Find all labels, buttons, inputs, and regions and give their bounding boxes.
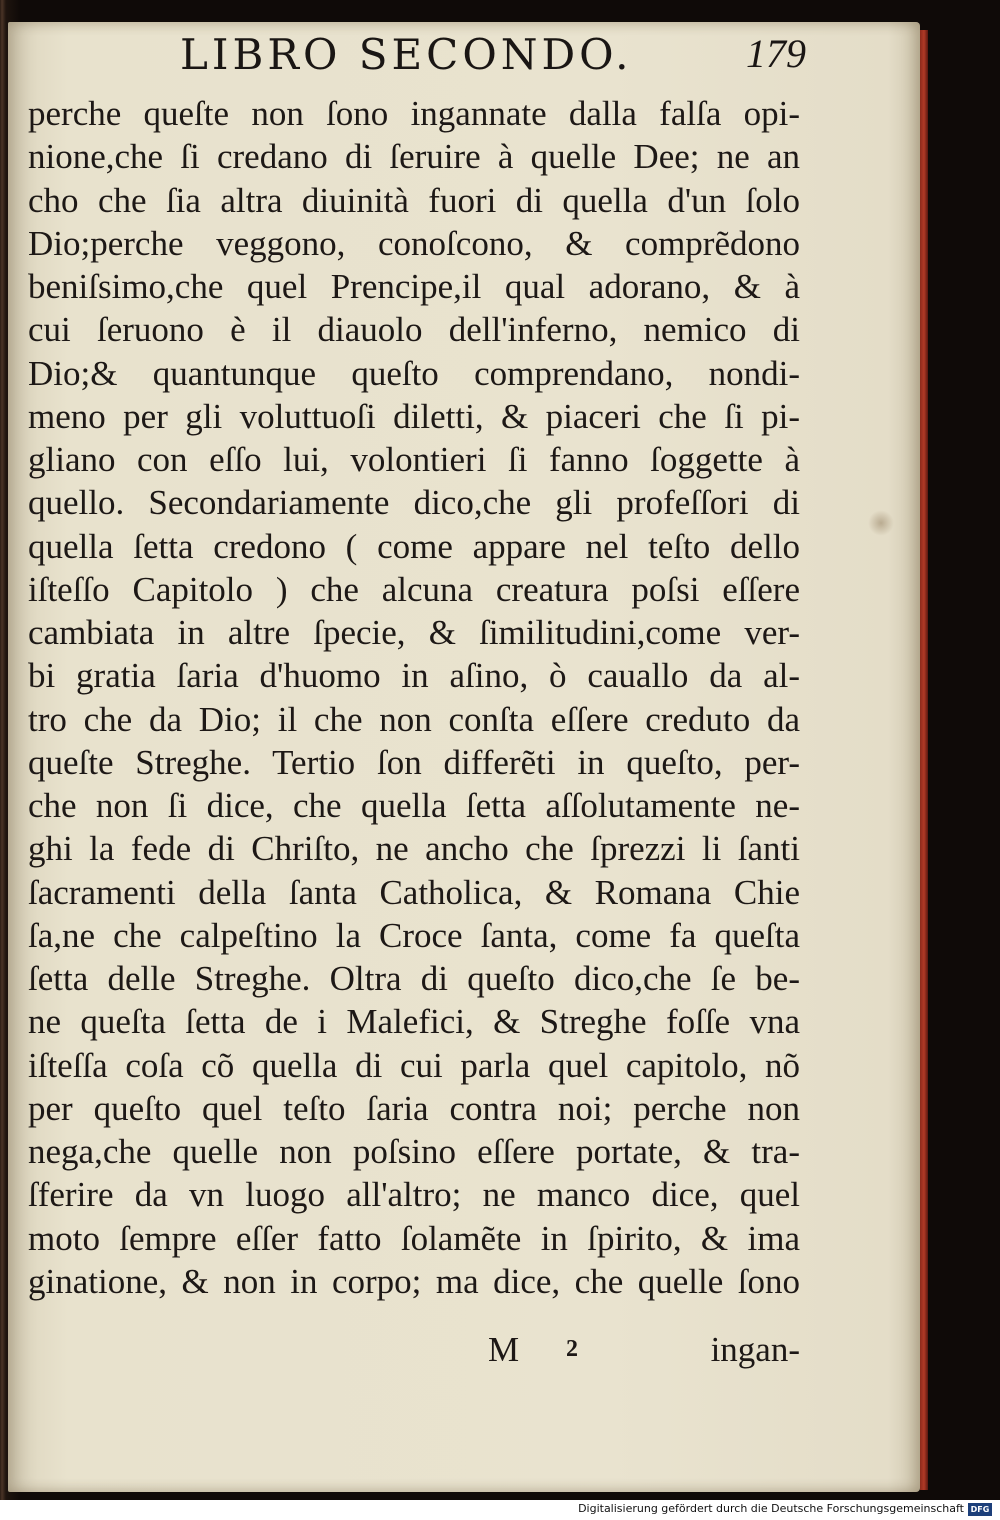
- text-line: moto ſempre eſſer fatto ſolamẽte in ſpirito, & ima: [28, 1218, 800, 1258]
- running-title: LIBRO SECONDO.: [180, 30, 633, 79]
- red-page-edge: [920, 30, 928, 1490]
- funding-credit: Digitalisierung gefördert durch die Deutsche Forschungsgemeinschaft: [578, 1502, 964, 1515]
- text-line: ſacramenti della ſanta Catholica, & Romana Chie: [28, 872, 800, 912]
- catchword: ingan-: [710, 1330, 800, 1369]
- text-line: quella ſetta credono ( come appare nel teſto dello: [28, 526, 800, 566]
- text-line: iſteſſo Capitolo ) che alcuna creatura poſsi eſſere: [28, 569, 800, 609]
- text-line: nega,che quelle non poſsino eſſere portate, & tra-: [28, 1132, 800, 1171]
- text-line: nione,che ſi credano di ſeruire à quelle Dee; ne an: [28, 137, 800, 177]
- signature-mark: M: [488, 1330, 520, 1369]
- text-line: quello. Secondariamente dico,che gli profeſſori di: [28, 483, 800, 523]
- text-line: queſte Streghe. Tertio ſon differẽti in queſto, per-: [28, 742, 800, 782]
- catchline: [488, 1330, 800, 1380]
- text-line: ſferire da vn luogo all'altro; ne manco dice, quel: [28, 1175, 800, 1215]
- page-header: [180, 24, 810, 86]
- text-line: Dio;& quantunque queſto comprendano, nondi-: [28, 353, 800, 393]
- text-line: iſteſſa coſa cõ quella di cui parla quel capitolo, nõ: [28, 1045, 800, 1085]
- text-line: Dio;perche veggono, conoſcono, & comprẽdono: [28, 223, 800, 263]
- page-number: 179: [746, 31, 806, 76]
- signature-number: 2: [566, 1336, 578, 1362]
- text-line: cho che ſia altra diuinità fuori di quella d'un ſolo: [28, 180, 800, 220]
- dfg-logo: DFG: [968, 1503, 992, 1516]
- text-line: gliano con eſſo lui, volontieri ſi fanno ſoggette à: [28, 440, 800, 479]
- text-line: ne queſta ſetta de i Malefici, & Streghe foſſe vna: [28, 1002, 800, 1042]
- text-line: per queſto quel teſto ſaria contra noi; perche non: [28, 1088, 800, 1128]
- text-line: ſa,ne che calpeſtino la Croce ſanta, come fa queſta: [28, 915, 800, 955]
- body-text: [28, 92, 800, 1303]
- text-line: bi gratia ſaria d'huomo in aſino, ò cauallo da al-: [28, 656, 800, 696]
- footer-bar: [0, 1500, 1000, 1520]
- text-line: perche queſte non ſono ingannate dalla falſa opi-: [28, 94, 800, 133]
- text-line: tro che da Dio; il che non conſta eſſere creduto da: [28, 699, 800, 739]
- text-line: che non ſi dice, che quella ſetta aſſolutamente ne-: [28, 786, 800, 825]
- text-line: cui ſeruono è il diauolo dell'inferno, nemico di: [28, 310, 800, 350]
- text-line: meno per gli voluttuoſi diletti, & piaceri che ſi pi-: [28, 396, 800, 436]
- text-line: beniſsimo,che quel Prencipe,il qual adorano, & à: [28, 267, 800, 306]
- text-line: ghi la fede di Chriſto, ne ancho che ſprezzi li ſanti: [28, 829, 800, 869]
- paper-stain: [868, 510, 894, 536]
- text-line: ſetta delle Streghe. Oltra di queſto dico,che ſe be-: [28, 959, 800, 998]
- text-line: ginatione, & non in corpo; ma dice, che quelle ſono: [28, 1261, 800, 1301]
- text-line: cambiata in altre ſpecie, & ſimilitudini,come ver-: [28, 613, 800, 652]
